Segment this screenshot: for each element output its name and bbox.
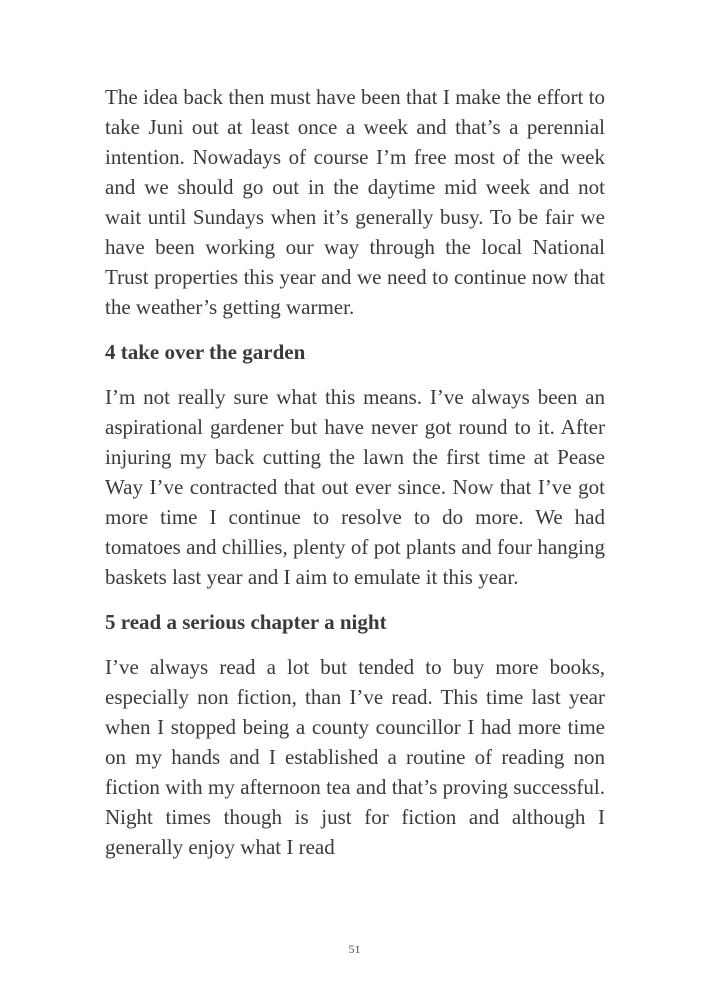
heading-read-serious-chapter: 5 read a serious chapter a night — [105, 610, 387, 634]
page-number: 51 — [348, 942, 361, 956]
paragraph-garden: I’m not really sure what this means. I’ve always been an aspirational gardener but have never got round to it. After injuring my back cutting the lawn the first time at Pease Way I’ve contracted that out ever since. Now that I’ve got more time I continue to resolve to do more. We had tomatoes and chillies, plenty of pot plants and four hanging baskets last year and I aim to emulate it this year. — [105, 385, 605, 589]
paragraph-juni-outings: The idea back then must have been that I make the effort to take Juni out at least once a week and that’s a perennial intention. Nowadays of course I’m free most of the week and we should go out in the daytime mid week and not wait until Sundays when it’s generally busy. To be fair we have been working our way through the local National Trust properties this year and we need to continue now that the weather’s getting warmer. — [105, 85, 605, 319]
page-body — [105, 82, 605, 862]
heading-take-over-garden: 4 take over the garden — [105, 340, 306, 364]
paragraph-reading: I’ve always read a lot but tended to buy more books, especially non fiction, than I’ve read. This time last year when I stopped being a county councillor I had more time on my hands and I established a routine of reading non fiction with my afternoon tea and that’s proving successful. Night times though is just for fiction and although I generally enjoy what I read — [105, 655, 605, 859]
